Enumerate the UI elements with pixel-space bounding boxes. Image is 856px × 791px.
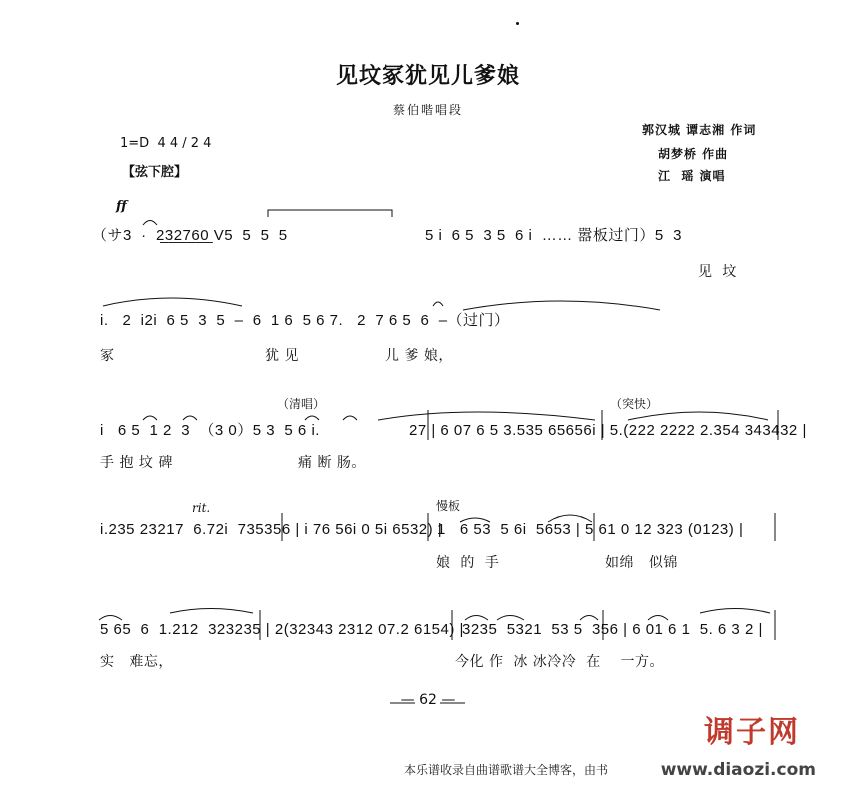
watermark-brand: 调子网	[704, 715, 800, 750]
system4-notation-b: 1 6 53 5 6i 5653 | 5 61 0 12 323 (0123) |	[437, 521, 744, 538]
system5-notation-b: 3235 5321 53 5 356 | 6 01 6 1 5. 6 3 2 |	[462, 621, 763, 638]
system1-notation-b: 5 i 6 5 3 5 6 i …… 嚣板过门）5 3	[425, 227, 682, 244]
system4-lyrics-a: 娘 的 手	[436, 555, 500, 571]
system3-note-clear-sing: （清唱）	[277, 397, 326, 411]
dynamic-mark: ff	[116, 199, 127, 214]
system2-notation: i. 2 i2i 6 5 3 5 – 6 1 6 5 6 7. 2 7 6 5 6 –（过门）	[100, 312, 510, 329]
mode-label: 【弦下腔】	[122, 165, 188, 180]
tempo-marking: 慢板	[436, 499, 461, 513]
system2-lyrics-c: 儿 爹 娘，	[385, 348, 453, 364]
print-speck	[516, 22, 519, 25]
system4-notation-a: i.235 23217 6.72i 735356 | i 76 56i 0 5i 6532) |	[100, 521, 443, 538]
system3-notation-a: i 6 5 1 2 3 （3 0）5 3 5 6 i.	[100, 422, 320, 439]
system3-lyrics-b: 痛 断 肠。	[298, 455, 366, 471]
system5-lyrics-b: 今化 作 冰 冰冷冷 在 一方。	[455, 654, 665, 670]
watermark-footer: 本乐谱收录自曲谱歌谱大全博客，由书	[404, 763, 609, 777]
system2-lyrics-a: 冢	[100, 348, 115, 364]
page-title: 见坟冢犹见儿爹娘	[335, 64, 520, 89]
system3-lyrics-a: 手 抱 坟 碑	[100, 455, 173, 471]
system4-lyrics-b: 如绵 似锦	[605, 555, 678, 571]
time-signature: 4 4 / 2 4	[157, 136, 212, 151]
credit-performer: 江 瑶 演唱	[658, 169, 726, 183]
watermark-url: www.diaozi.com	[660, 760, 816, 780]
system2-lyrics-b: 犹 见	[265, 348, 299, 364]
ritardando-mark: rit.	[192, 501, 211, 515]
page-number: — 62 —	[400, 692, 456, 708]
system3-note-sudden-fast: （突快）	[610, 397, 659, 411]
credit-lyricist: 郭汉城 谭志湘 作词	[642, 123, 757, 137]
page-subtitle: 蔡伯喈唱段	[392, 103, 463, 117]
system5-notation-a: 5 65 6 1.212 323235 | 2(32343 2312 07.2 6154) |	[100, 621, 464, 638]
key-signature: 1=D 4 4 / 2 4	[120, 136, 212, 151]
credit-composer: 胡梦桥 作曲	[658, 147, 729, 161]
system5-lyrics-a: 实 难忘，	[100, 654, 173, 670]
system1-notation-a: （サ3 · 2̲3̲2̲7̲6̲0̲ V5 5 5 5	[92, 227, 288, 244]
system3-notation-b: 27 | 6 07 6 5 3.535 65656i | 5.(222 2222 2.354 343432 |	[409, 422, 807, 439]
system1-lyrics: 见 坟	[698, 264, 737, 280]
